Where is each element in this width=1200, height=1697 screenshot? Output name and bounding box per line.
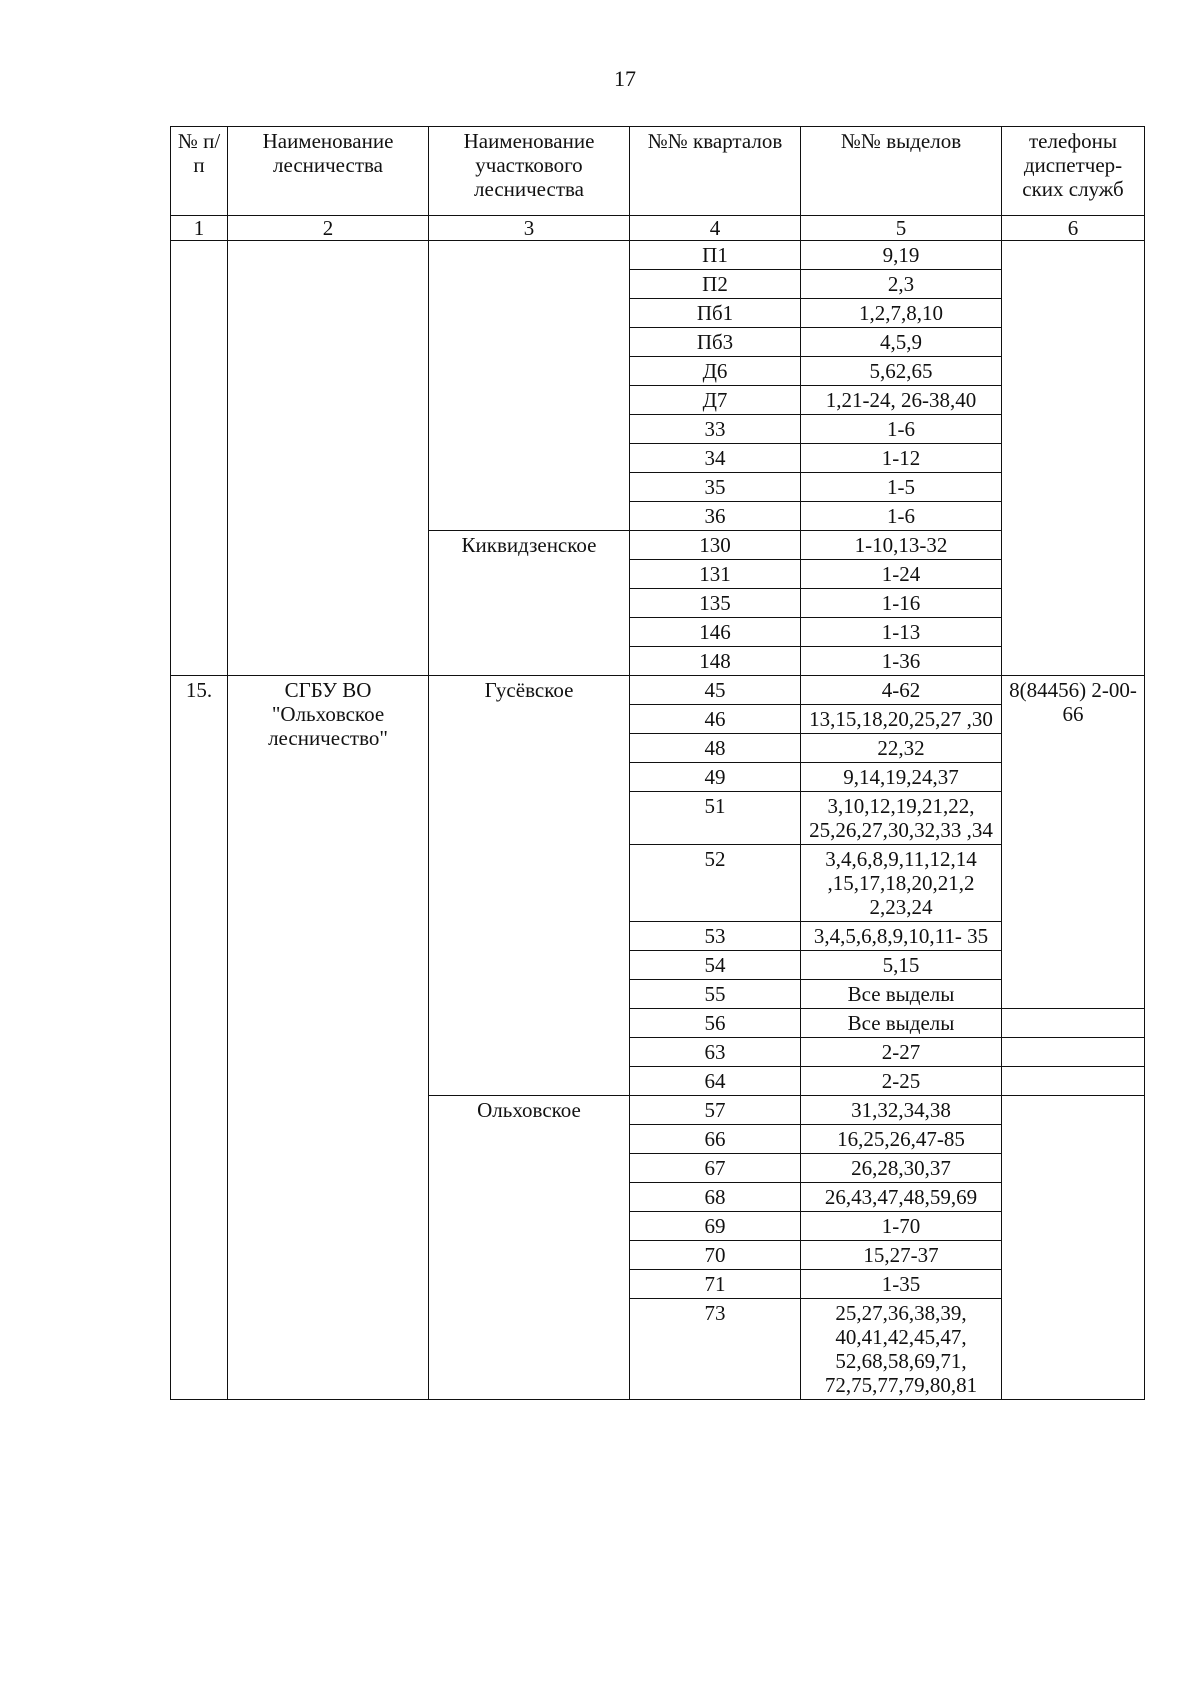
quarter-cell: 52 <box>630 845 801 922</box>
quarter-cell: 63 <box>630 1038 801 1067</box>
quarter-cell: 53 <box>630 922 801 951</box>
allotment-cell: 1-6 <box>801 502 1002 531</box>
header-row <box>171 127 1145 216</box>
phone-cell <box>1002 1038 1145 1067</box>
quarter-cell: 146 <box>630 618 801 647</box>
allotment-cell: 1-70 <box>801 1212 1002 1241</box>
allotment-cell: 2-27 <box>801 1038 1002 1067</box>
quarter-cell: 69 <box>630 1212 801 1241</box>
allotment-cell: 1-10,13-32 <box>801 531 1002 560</box>
quarter-cell: 35 <box>630 473 801 502</box>
allotment-cell: 31,32,34,38 <box>801 1096 1002 1125</box>
table-row <box>171 676 1145 705</box>
quarter-cell: 46 <box>630 705 801 734</box>
row-number-cell <box>171 241 228 676</box>
forestry-cell <box>228 241 429 676</box>
column-number: 2 <box>228 216 429 241</box>
allotment-cell: 1-35 <box>801 1270 1002 1299</box>
allotment-cell: 16,25,26,47-85 <box>801 1125 1002 1154</box>
allotment-cell: 5,15 <box>801 951 1002 980</box>
forestry-table <box>170 126 1145 1400</box>
forestry-cell: СГБУ ВО "Ольховское лесничество" <box>228 676 429 1400</box>
allotment-cell: 1-24 <box>801 560 1002 589</box>
quarter-cell: 51 <box>630 792 801 845</box>
quarter-cell: Пб3 <box>630 328 801 357</box>
allotment-cell: 9,19 <box>801 241 1002 270</box>
row-number-cell: 15. <box>171 676 228 1400</box>
quarter-cell: 71 <box>630 1270 801 1299</box>
allotment-cell: 2,3 <box>801 270 1002 299</box>
column-number: 4 <box>630 216 801 241</box>
column-number: 5 <box>801 216 1002 241</box>
district-cell: Гусёвское <box>429 676 630 1096</box>
header-number: № п/п <box>171 127 228 216</box>
allotment-cell: Все выделы <box>801 1009 1002 1038</box>
quarter-cell: 135 <box>630 589 801 618</box>
quarter-cell: 54 <box>630 951 801 980</box>
header-forestry: Наименование лесничества <box>228 127 429 216</box>
allotment-cell: 1-6 <box>801 415 1002 444</box>
allotment-cell: 3,4,5,6,8,9,10,11- 35 <box>801 922 1002 951</box>
quarter-cell: 36 <box>630 502 801 531</box>
allotment-cell: 1-13 <box>801 618 1002 647</box>
allotment-cell: 1-12 <box>801 444 1002 473</box>
quarter-cell: 73 <box>630 1299 801 1400</box>
quarter-cell: 57 <box>630 1096 801 1125</box>
allotment-cell: 26,28,30,37 <box>801 1154 1002 1183</box>
header-district-forestry: Наименование участкового лесничества <box>429 127 630 216</box>
quarter-cell: 55 <box>630 980 801 1009</box>
allotment-cell: 2-25 <box>801 1067 1002 1096</box>
allotment-cell: 3,4,6,8,9,11,12,14 ,15,17,18,20,21,2 2,23,24 <box>801 845 1002 922</box>
quarter-cell: Д6 <box>630 357 801 386</box>
phone-cell: 8(84456) 2-00-66 <box>1002 676 1145 1009</box>
quarter-cell: 66 <box>630 1125 801 1154</box>
quarter-cell: 48 <box>630 734 801 763</box>
allotment-cell: 5,62,65 <box>801 357 1002 386</box>
phone-cell <box>1002 1067 1145 1096</box>
phone-cell <box>1002 241 1145 676</box>
district-cell <box>429 241 630 531</box>
quarter-cell: 49 <box>630 763 801 792</box>
allotment-cell: 1-36 <box>801 647 1002 676</box>
quarter-cell: Д7 <box>630 386 801 415</box>
quarter-cell: 45 <box>630 676 801 705</box>
quarter-cell: 67 <box>630 1154 801 1183</box>
column-number-row <box>171 216 1145 241</box>
quarter-cell: 70 <box>630 1241 801 1270</box>
page-number: 17 <box>614 66 636 91</box>
quarter-cell: 148 <box>630 647 801 676</box>
quarter-cell: 64 <box>630 1067 801 1096</box>
phone-cell <box>1002 1096 1145 1400</box>
column-number: 3 <box>429 216 630 241</box>
phone-cell <box>1002 1009 1145 1038</box>
allotment-cell: 25,27,36,38,39, 40,41,42,45,47, 52,68,58,69,71, 72,75,77,79,80,81 <box>801 1299 1002 1400</box>
allotment-cell: 3,10,12,19,21,22, 25,26,27,30,32,33 ,34 <box>801 792 1002 845</box>
quarter-cell: 130 <box>630 531 801 560</box>
quarter-cell: П2 <box>630 270 801 299</box>
allotment-cell: 22,32 <box>801 734 1002 763</box>
quarter-cell: 34 <box>630 444 801 473</box>
quarter-cell: 68 <box>630 1183 801 1212</box>
column-number: 1 <box>171 216 228 241</box>
allotment-cell: 26,43,47,48,59,69 <box>801 1183 1002 1212</box>
quarter-cell: Пб1 <box>630 299 801 328</box>
header-allotments: №№ выделов <box>801 127 1002 216</box>
allotment-cell: 1,21-24, 26-38,40 <box>801 386 1002 415</box>
column-number: 6 <box>1002 216 1145 241</box>
table-row <box>171 241 1145 270</box>
allotment-cell: 1,2,7,8,10 <box>801 299 1002 328</box>
allotment-cell: 1-16 <box>801 589 1002 618</box>
allotment-cell: 13,15,18,20,25,27 ,30 <box>801 705 1002 734</box>
allotment-cell: Все выделы <box>801 980 1002 1009</box>
district-cell: Ольховское <box>429 1096 630 1400</box>
quarter-cell: 56 <box>630 1009 801 1038</box>
allotment-cell: 4-62 <box>801 676 1002 705</box>
district-cell: Киквидзенское <box>429 531 630 676</box>
allotment-cell: 9,14,19,24,37 <box>801 763 1002 792</box>
allotment-cell: 4,5,9 <box>801 328 1002 357</box>
quarter-cell: 131 <box>630 560 801 589</box>
header-phones: телефоны диспетчер-ских служб <box>1002 127 1145 216</box>
quarter-cell: П1 <box>630 241 801 270</box>
quarter-cell: 33 <box>630 415 801 444</box>
allotment-cell: 15,27-37 <box>801 1241 1002 1270</box>
header-quarters: №№ кварталов <box>630 127 801 216</box>
allotment-cell: 1-5 <box>801 473 1002 502</box>
